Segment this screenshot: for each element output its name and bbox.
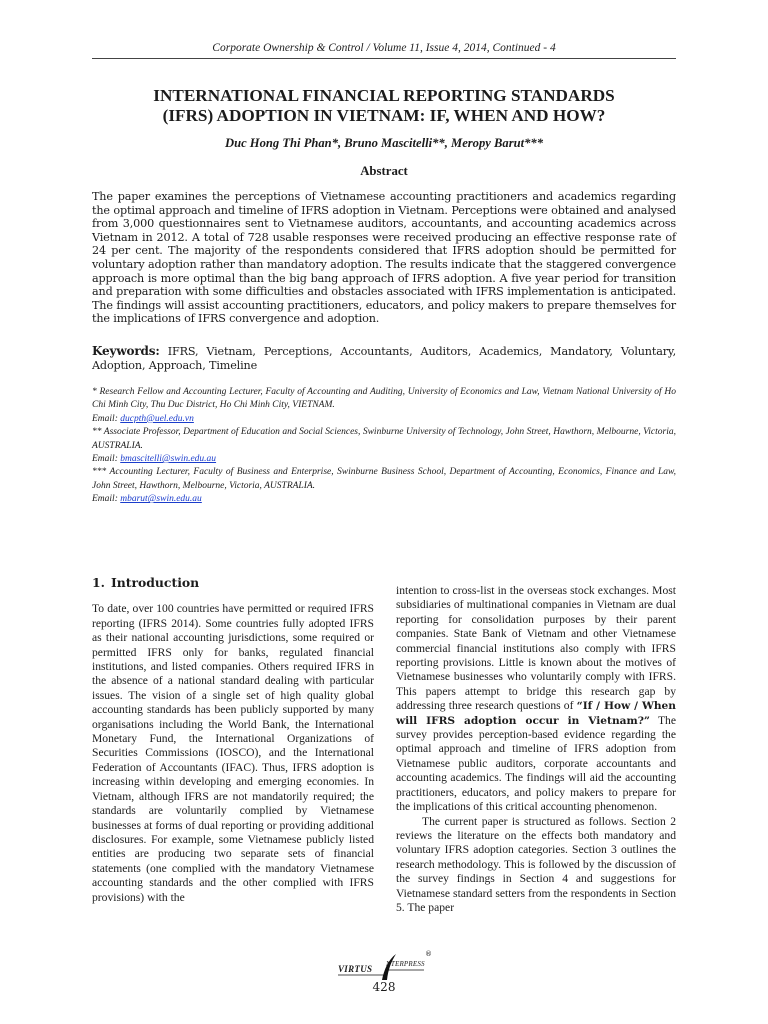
left-column	[92, 576, 374, 905]
affiliation-3: *** Accounting Lecturer, Faculty of Business and Enterprise, Swinburne Business School, Department of Accounting, Economics, Finance and Law, John Street, Hawthorn, Melbourne, Victoria, AUSTRALIA.	[92, 467, 676, 491]
intro-paragraph-continued	[396, 584, 676, 815]
affiliations-block	[92, 386, 676, 507]
publisher-logo	[338, 950, 434, 984]
abstract-heading: Abstract	[360, 164, 408, 178]
affiliation-2: ** Associate Professor, Department of Education and Social Sciences, Swinburne University of Technology, John Street, Hawthorn, Melbourne, Victoria, AUSTRALIA.	[92, 427, 676, 451]
logo-text-interpress: NTERPRESS	[386, 960, 425, 968]
paragraph-text: intention to cross-list in the overseas stock exchanges. Most subsidiaries of multinational companies in Vietnam are dual reporting for consolidation purposes by their parent companies. State Bank of Vietnam and other Vietnamese commercial financial institutions also comply with IFRS reporting provisions. Little is known about the motives of Vietnamese businesses who voluntarily comply with IFRS. This papers attempt to bridge this research gap by addressing three research questions of	[396, 584, 676, 713]
email-line-3	[92, 493, 676, 506]
header-rule	[92, 58, 676, 59]
affiliation-1: * Research Fellow and Accounting Lecturer, Faculty of Accounting and Auditing, University of Economics and Law, Vietnam National University of Ho Chi Minh City, Thu Duc District, Ho Chi Minh City, VIETNAM.	[92, 387, 676, 411]
email-link-3[interactable]: mbarut@swin.edu.au	[120, 494, 202, 505]
keywords-text: IFRS, Vietnam, Perceptions, Accountants, Auditors, Academics, Mandatory, Voluntary, Adoption, Approach, Timeline	[92, 345, 677, 373]
email-label: Email:	[92, 454, 118, 465]
section-number: 1.	[92, 575, 105, 590]
email-line-2	[92, 453, 676, 466]
keywords: Keywords: IFRS, Vietnam, Perceptions, Accountants, Auditors, Academics, Mandatory, Voluntary, Adoption, Approach, Timeline	[92, 344, 677, 373]
page-number: 428	[372, 980, 396, 994]
intro-paragraph-1: To date, over 100 countries have permitted or required IFRS reporting (IFRS 2014). Some countries fully adopted IFRS as their national accounting jurisdictions, some required or permitted IFRS only for banks, regulated financial institutions, and listed companies. Others required IFRS in the absence of a national standard dealing with particular issues. The vision of a single set of high quality global accounting standards has been publicly supported by many organisations including the World Bank, the International Monetary Fund, the International Organizations of Securities Commissions (IOSCO), and the International Federation of Accountants (IFAC). Thus, IFRS adoption is increasing within developing and emerging economies. In Vietnam, although IFRS are not mandatorily required; the standards are voluntarily complied by Vietnamese businesses at forms of dual reporting or providing additional disclosures. For example, some Vietnamese publicly listed entities are producing two separate sets of financial statements (one complied with the mandatory Vietnamese accounting standards and the other complied with IFRS provisions) with the	[92, 602, 374, 904]
title-line-2: (IFRS) ADOPTION IN VIETNAM: IF, WHEN AND HOW?	[162, 106, 606, 125]
email-line-1	[92, 413, 676, 426]
paragraph-text: The survey provides perception-based evidence regarding the optimal approach and timeline of IFRS adoption from Vietnamese public auditors, corporate accountants and accounting academics. The findings will aid the accounting practitioners, educators, and policy makers to prepare for the implications of this critical accounting phenomenon.	[396, 713, 677, 814]
email-label: Email:	[92, 413, 118, 424]
running-header: Corporate Ownership & Control / Volume 11, Issue 4, 2014, Continued - 4	[212, 42, 556, 54]
keywords-label: Keywords	[92, 344, 156, 358]
registered-mark: ®	[425, 950, 432, 958]
structure-paragraph: The current paper is structured as follows. Section 2 reviews the literature on the effects both mandatory and voluntary IFRS adoption categories. Section 3 outlines the research methodology. This is followed by the discussion of the survey findings in Section 4 and suggestions for Vietnamese standard setters from the respondents in Section 5. The paper	[396, 814, 676, 914]
abstract-text: The paper examines the perceptions of Vietnamese accounting practitioners and academics regarding the optimal approach and timeline of IFRS adoption in Vietnam. Perceptions were obtained and analysed from 3,000 questionnaires sent to Vietnamese auditors, accountants, and accounting academics across Vietnam in 2012. A total of 728 usable responses were received producing an effective response rate of 24 per cent. The majority of the respondents considered that IFRS adoption should be permitted for voluntary adoption rather than mandatory adoption. The results indicate that the staggered convergence approach is more optimal than the big bang approach of IFRS adoption. A five year period for transition and preparation with some difficulties and obstacles associated with IFRS implementation is anticipated. The findings will assist accounting practitioners, educators, and policy makers to prepare themselves for the implications of IFRS convergence and adoption.	[92, 190, 676, 326]
research-question: “If / How / When will IFRS adoption occur in Vietnam?”	[396, 700, 676, 727]
article-title	[92, 86, 676, 126]
email-link-1[interactable]: ducpth@uel.edu.vn	[120, 413, 194, 424]
section-heading-introduction	[92, 576, 374, 590]
title-line-1: INTERNATIONAL FINANCIAL REPORTING STANDARDS	[153, 86, 615, 105]
author-list: Duc Hong Thi Phan*, Bruno Mascitelli**, Meropy Barut***	[224, 136, 544, 150]
email-link-2[interactable]: bmascitelli@swin.edu.au	[120, 454, 217, 465]
section-title: Introduction	[110, 575, 200, 590]
logo-text-virtus: VIRTUS	[338, 964, 373, 974]
right-column	[396, 584, 676, 915]
email-label: Email:	[92, 494, 118, 505]
